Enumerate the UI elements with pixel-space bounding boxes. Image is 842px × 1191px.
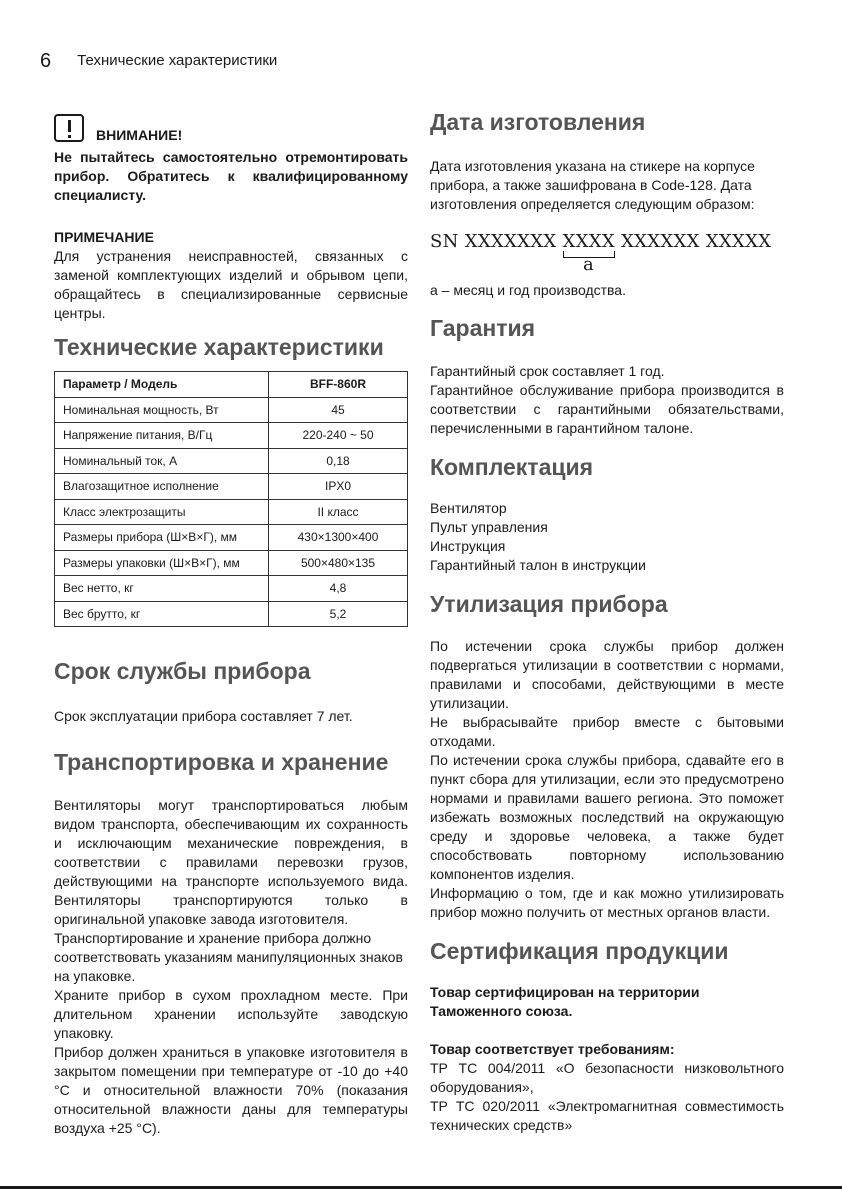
- sn-suffix: XXXXXX XXXXX: [621, 231, 772, 252]
- value-cell: 500×480×135: [269, 550, 408, 576]
- right-column: [430, 108, 784, 1135]
- value-cell: 0,18: [269, 448, 408, 474]
- package-item: Гарантийный талон в инструкции: [430, 557, 646, 573]
- table-row: [55, 576, 408, 602]
- bottom-rule: [0, 1186, 842, 1189]
- param-cell: Размеры упаковки (Ш×В×Г), мм: [55, 550, 269, 576]
- param-cell: Вес брутто, кг: [55, 601, 269, 627]
- disposal-paragraph: Информацию о том, где и как можно утилизировать прибор можно получить от местных органов власти.: [430, 885, 784, 920]
- table-row: [55, 525, 408, 551]
- table-header-row: [55, 372, 408, 398]
- page-header: [40, 50, 277, 73]
- table-row: [55, 423, 408, 449]
- table-row: [55, 397, 408, 423]
- package-item: Инструкция: [430, 538, 506, 554]
- requirements-title: Товар соответствует требованиям:: [430, 1041, 675, 1057]
- disposal-text: [430, 637, 784, 922]
- running-title: Технические характеристики: [77, 52, 278, 69]
- value-cell: 220-240 ~ 50: [269, 423, 408, 449]
- disposal-paragraph: Не выбрасывайте прибор вместе с бытовыми отходами.: [430, 714, 784, 749]
- certification-heading: Сертификация продукции: [430, 938, 729, 964]
- package-item: Пульт управления: [430, 519, 548, 535]
- value-cell: 430×1300×400: [269, 525, 408, 551]
- package-item: Вентилятор: [430, 500, 507, 516]
- table-row: [55, 448, 408, 474]
- serial-number-format: [430, 231, 784, 253]
- warning-block: [54, 108, 408, 205]
- exclamation-icon: [54, 114, 84, 142]
- package-list: [430, 499, 784, 575]
- warranty-heading: Гарантия: [430, 315, 536, 341]
- manufacture-date-legend: а – месяц и год производства.: [430, 282, 626, 298]
- warning-title: ВНИМАНИЕ!: [96, 127, 183, 143]
- param-cell: Класс электрозащиты: [55, 499, 269, 525]
- param-cell: Номинальная мощность, Вт: [55, 397, 269, 423]
- transport-paragraph: Прибор должен храниться в упаковке изготовителя в закрытом помещении при температуре от -10 до +40 °С и относительной влажности 70% (показания относительной влажности даны для температуры воздуха +25 °С).: [54, 1044, 408, 1136]
- warning-text: Не пытайтесь самостоятельно отремонтировать прибор. Обратитесь к квалифицированному специалисту.: [54, 149, 408, 203]
- sn-prefix: SN XXXXXXX: [430, 231, 557, 252]
- value-cell: IPX0: [269, 474, 408, 500]
- specs-heading: Технические характеристики: [54, 334, 384, 360]
- manufacture-date-text: Дата изготовления указана на стикере на корпусе прибора, а также зашифрована в Code-128. Дата изготовления определяется следующим образом:: [430, 158, 755, 212]
- param-cell: Номинальный ток, А: [55, 448, 269, 474]
- service-life-text: Срок эксплуатации прибора составляет 7 лет.: [54, 708, 353, 724]
- transport-paragraph: Вентиляторы могут транспортироваться любым видом транспорта, обеспечивающим их сохранность и исключающим механические повреждения, в соответствии с правилами перевозки грузов, действующими на транспорте используемого вида. Вентиляторы транспортируются только в оригинальной упаковке завода изготовителя.: [54, 797, 408, 927]
- warranty-text: [430, 362, 784, 438]
- value-cell: 5,2: [269, 601, 408, 627]
- table-row: [55, 499, 408, 525]
- param-cell: Влагозащитное исполнение: [55, 474, 269, 500]
- requirement-line: ТР ТС 020/2011 «Электромагнитная совместимость технических средств»: [430, 1098, 784, 1133]
- value-cell: 45: [269, 397, 408, 423]
- note-title: ПРИМЕЧАНИЕ: [54, 229, 154, 245]
- transport-paragraph: Транспортирование и хранение прибора должно соответствовать указаниям манипуляционных знаков на упаковке.: [54, 930, 403, 984]
- transport-heading: Транспортировка и хранение: [54, 749, 389, 775]
- transport-paragraph: Храните прибор в сухом прохладном месте. При длительном хранении используйте заводскую упаковку.: [54, 987, 408, 1041]
- left-column: [54, 108, 408, 1138]
- value-cell: II класс: [269, 499, 408, 525]
- param-cell: Напряжение питания, В/Гц: [55, 423, 269, 449]
- table-row: [55, 474, 408, 500]
- param-header: Параметр / Модель: [55, 372, 269, 398]
- disposal-paragraph: По истечении срока службы прибор должен подвергаться утилизации в соответствии с нормами, правилами и способами, действующими в месте утилизации.: [430, 638, 784, 711]
- requirement-line: ТР ТС 004/2011 «О безопасности низковольтного оборудования»,: [430, 1060, 784, 1095]
- page-number: 6: [40, 50, 52, 72]
- disposal-paragraph: По истечении срока службы прибора, сдавайте его в пункт сбора для утилизации, если это предусмотрено нормами и правилами вашего региона. Это поможет избежать возможных последствий на окружающую среду и здоровье человека, а также будет способствовать повторному использованию компонентов изделия.: [430, 752, 784, 882]
- service-life-heading: Срок службы прибора: [54, 658, 311, 684]
- note-text: Для устранения неисправностей, связанных с заменой комплектующих изделий и обрывом цепи, обращайтесь в специализированные сервисные центры.: [54, 248, 408, 321]
- table-row: [55, 550, 408, 576]
- value-cell: 4,8: [269, 576, 408, 602]
- certification-statement: Товар сертифицирован на территории Таможенного союза.: [430, 984, 700, 1019]
- table-row: [55, 601, 408, 627]
- note-block: [54, 228, 408, 323]
- warranty-line: Гарантийное обслуживание прибора производится в соответствии с гарантийными обязательствами, перечисленными в гарантийном талоне.: [430, 382, 784, 436]
- model-header: BFF-860R: [269, 372, 408, 398]
- disposal-heading: Утилизация прибора: [430, 591, 668, 617]
- package-heading: Комплектация: [430, 454, 594, 480]
- manufacture-date-heading: Дата изготовления: [430, 109, 646, 135]
- specs-table: [54, 371, 408, 627]
- param-cell: Вес нетто, кг: [55, 576, 269, 602]
- transport-text: [54, 796, 408, 1138]
- warranty-line: Гарантийный срок составляет 1 год.: [430, 363, 665, 379]
- sn-marker: a: [583, 254, 594, 275]
- requirements-list: [430, 1059, 784, 1135]
- sn-marked-segment: XXXX: [562, 231, 616, 252]
- param-cell: Размеры прибора (Ш×В×Г), мм: [55, 525, 269, 551]
